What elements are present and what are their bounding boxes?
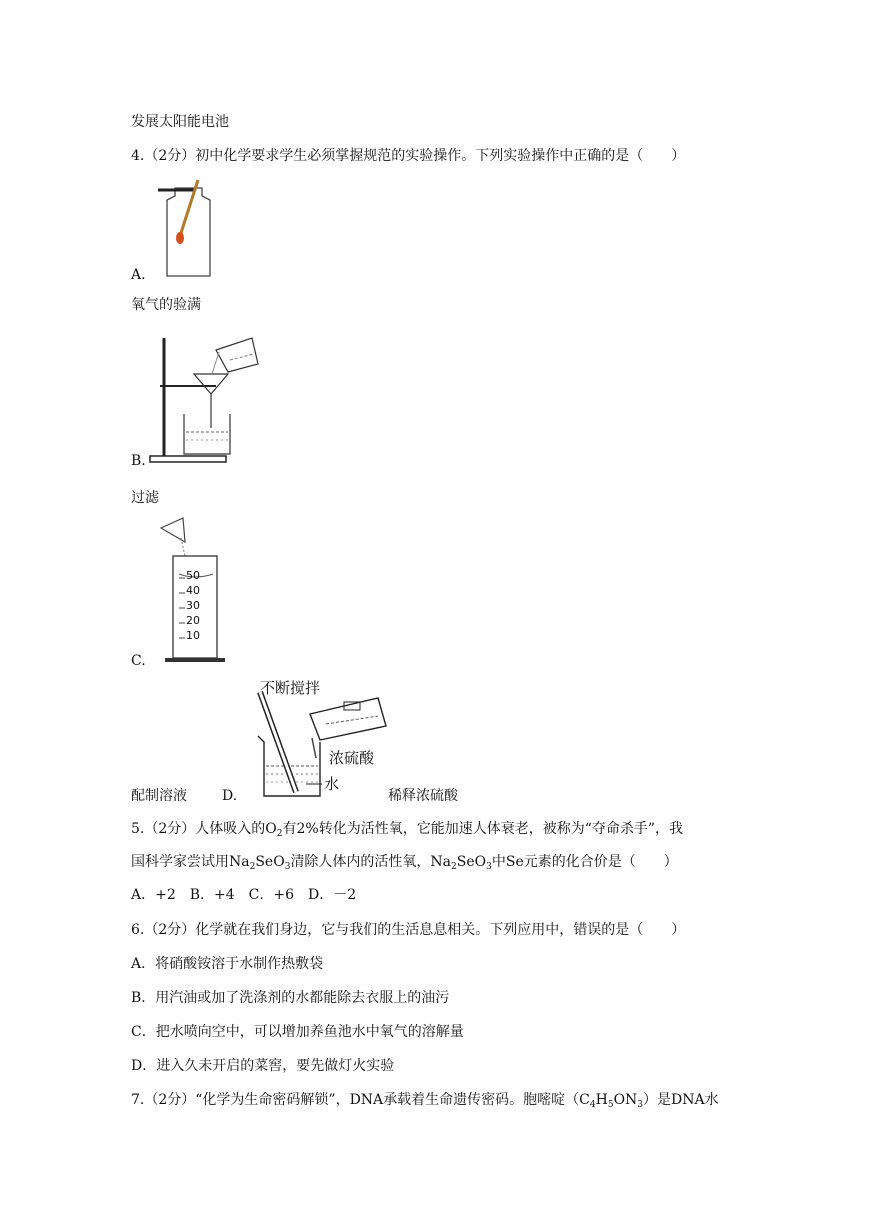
option-c-letter: C. (131, 653, 146, 669)
label-water: 水 (324, 775, 340, 793)
question-7: 7.（2分）“化学为生命密码解锁”，DNA承载着生命遗传密码。胞嘧啶$(C_4H_5ON_3)$是DNA水 (131, 1092, 719, 1110)
figure-acid-dilution (250, 680, 395, 800)
label-concentrated-acid: 浓硫酸 (329, 749, 375, 767)
cylinder-tick-label: 40 (186, 584, 200, 597)
option-d-caption: 稀释浓硫酸 (388, 788, 458, 804)
option-b-caption: 过滤 (131, 490, 159, 506)
question-6-option-b: B．用汽油或加了洗涤剂的水都能除去衣服上的油污 (131, 990, 450, 1006)
question-6: 6.（2分）化学就在我们身边，它与我们的生活息息相关。下列应用中，错误的是（ ） (131, 922, 686, 938)
question-5-line-1: 5.（2分）人体吸入的$O_2$有2%转化为活性氧，它能加速人体衰老，被称为“夺命杀手”，我 (131, 821, 684, 839)
option-c-caption: 配制溶液 (131, 788, 187, 804)
cylinder-tick-label: 30 (186, 599, 200, 612)
question-5-options: A．+2 B．+4 C．+6 D．－2 (131, 887, 357, 903)
question-4: 4.（2分）初中化学要求学生必须掌握规范的实验操作。下列实验操作中正确的是（ ） (131, 148, 686, 164)
option-a-letter: A. (131, 267, 146, 283)
cylinder-tick-label: 20 (186, 614, 200, 627)
cylinder-tick-label: 10 (186, 629, 200, 642)
figure-oxygen-test (150, 178, 220, 278)
cylinder-tick-label: 50 (186, 569, 200, 582)
option-d-letter: D. (222, 788, 238, 804)
question-6-option-c: C．把水喷向空中，可以增加养鱼池水中氧气的溶解量 (131, 1024, 464, 1040)
question-6-option-d: D．进入久未开启的菜窖，要先做灯火实验 (131, 1058, 395, 1074)
option-a-caption: 氧气的验满 (131, 297, 201, 313)
label-stir: 不断搅拌 (260, 679, 321, 697)
text-line: 发展太阳能电池 (131, 114, 229, 130)
question-5-line-2: 国科学家尝试用$Na_2SeO_3$清除人体内的活性氧，$Na_2SeO_3$中Se元素的化合价是（ ） (131, 854, 678, 872)
option-b-letter: B. (131, 453, 146, 469)
figure-graduated-cylinder (155, 516, 245, 664)
question-6-option-a: A．将硝酸铵溶于水制作热敷袋 (131, 956, 324, 972)
figure-filtration (146, 328, 266, 466)
